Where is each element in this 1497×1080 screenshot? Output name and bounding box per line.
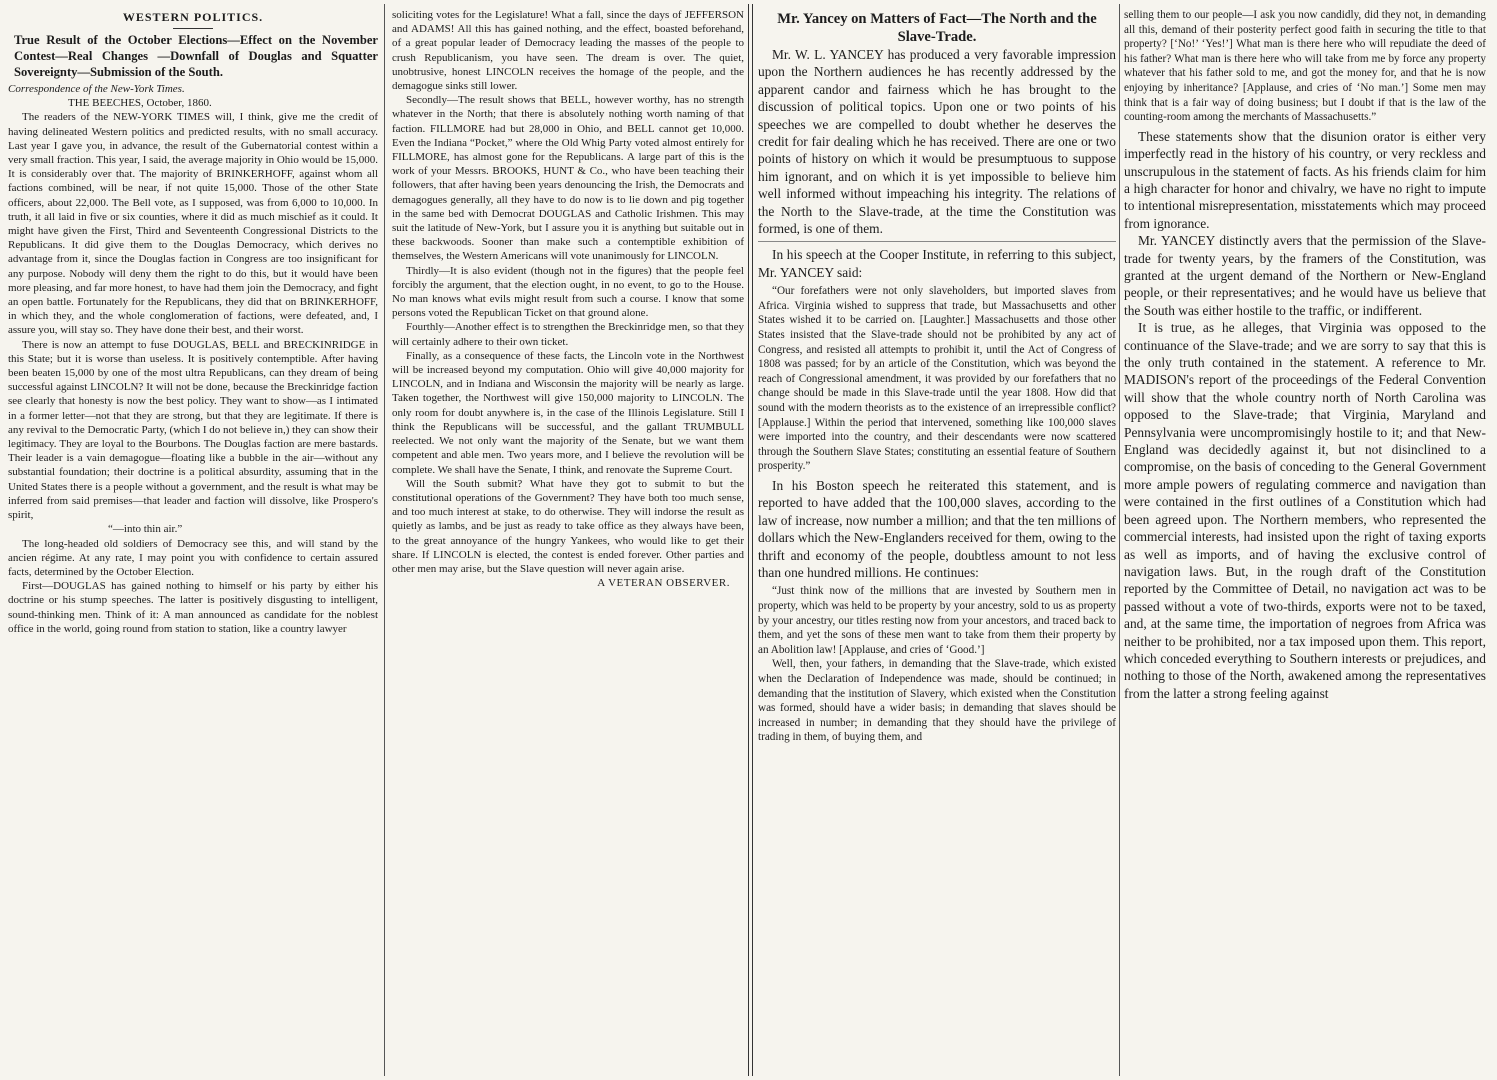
paragraph: There is now an attempt to fuse DOUGLAS, BELL and BRECKINRIDGE in this State; but it is worse than useless. It is positively contemptible. After having been beaten 15,000 by one of the most ultra Republicans, can they dream of being successful against LINCOLN? It will not be done, because the Breckinridge faction see clearly that honesty is now the best policy. They want to show—as I intimated in a former letter—not that they are strong, but that they are legitimate. If there is any revival to the Democratic Party, (which I do not believe in,) they can show their legitimacy. They are loyal to the Bourbons. The Douglas faction are mere bastards. Their leader is a vain demagogue—floating like a bubble in the air—without any substantial foundation; their doctrine is a political absurdity, assuming that in the United States there is a people without a government, and the result is what may be inferred from said premises—that leader and faction will dissolve, like Prospero's spirit,: [8, 338, 378, 522]
signature: A VETERAN OBSERVER.: [597, 577, 730, 590]
column-western-politics-cont: [392, 8, 744, 1076]
paragraph: Mr. YANCEY distinctly avers that the permission of the Slave-trade for twenty years, by the framers of the Constitution, was granted at the urgent demand of the Northern or New-England people, or their representatives; and he would have us believe that the South was either hostile to the traffic, or indifferent.: [1124, 233, 1486, 318]
heading-divider: [173, 28, 213, 29]
column-yancey-article-cont: [1124, 8, 1486, 1076]
correspondence-line: Correspondence of the New-York Times.: [8, 83, 185, 95]
quotation: selling them to our people—I ask you now candidly, did they not, in demanding all this, demand of their posterity perfect good faith in securing the title to that property? [‘No!’ ‘Yes!’] What man is there here who will repudiate the deed of his father? What man is there here who will take from me by force any property whatever that his father sold to me, and got the money for, and that he is now enjoying by inheritance? [Applause, and cries of ‘No man.’] Some men may think that is a fair way of doing business; but I doubt if that is the law of the counting-room among the merchants of Massachusetts.”: [1124, 9, 1486, 124]
paragraph: Thirdly—It is also evident (though not in the figures) that the people feel forcibly the argument, that the election ought, in no event, to go to the House. No man knows what evils might result from such a course. I know that some persons voted the Republican Ticket on that ground alone.: [392, 264, 744, 320]
column-rule: [384, 4, 385, 1076]
column-rule: [1119, 4, 1120, 1076]
paragraph: First—DOUGLAS has gained nothing to himself or his party by either his doctrine or his stump speeches. The latter is positively disgusting to intelligent, sound-thinking men. Think of it: A man announced as candidate for the noblest office in the world, going round from station to station, like a country lawyer: [8, 580, 378, 635]
paragraph: In his speech at the Cooper Institute, in referring to this subject, Mr. YANCEY said:: [758, 247, 1116, 280]
verse-line: “—into thin air.”: [108, 523, 183, 536]
paragraph: These statements show that the disunion orator is either very imperfectly read in the history of his country, or very reckless and unscrupulous in the statement of facts. As his friends claim for him a high character for honor and chivalry, we have no right to impute to intentional misrepresentation, misstatements which may proceed from ignorance.: [1124, 128, 1486, 231]
quotation: “Our forefathers were not only slaveholders, but imported slaves from Africa. Virginia wished to suppress that trade, but Massachusetts and other States wished it to be carried on. [Laughter.] Massachusetts and those other States insisted that the Slave-trade should not be prohibited by any act of Congress, and resisted all attempts to prohibit it, until the Act of Congress of 1808 was passed; for by an article of the Constitution, which was beyond the reach of Congressional amendment, it was provided by our forefathers that no change should be made in this Slave-trade until the year 1808. How did that sound with the modern theorists as to the existence of an irrepressible conflict? [Applause.] Within the period that intervened, something like 100,000 slaves were imported into the country, and their descendants were now scattered through the Southern Slave States; constituting an essential feature of Southern prosperity.”: [758, 285, 1116, 473]
article-heading: Mr. Yancey on Matters of Fact—The North and the Slave-Trade.: [777, 11, 1097, 45]
paragraph: soliciting votes for the Legislature! What a fall, since the days of JEFFERSON and ADAMS! All this has gained nothing, and the effect, boasted beforehand, of a great popular leader of Democracy leading the masses of the people to crush Republicanism, you have seen. The dream is over. The quiet, unobtrusive, honest LINCOLN receives the homage of the people, and the demagogue sinks still lower.: [392, 9, 744, 93]
paragraph: Finally, as a consequence of these facts, the Lincoln vote in the Northwest will be increased beyond my computation. Ohio will give 40,000 majority for LINCOLN, and in Indiana and Wisconsin the majority will be nearly as large. Taken together, the Northwest will give 150,000 majority to LINCOLN. The only room for doubt anywhere is, in the case of the Illinois Legislature. Still I think the Republicans will be successful, and the gallant TRUMBULL reelected. We not only want the majority of the Senate, but we want them competent and able men. Two years more, and I believe the revolution will be complete. We shall have the Senate, I think, and renovate the Supreme Court.: [392, 349, 744, 476]
quotation: Well, then, your fathers, in demanding that the Slave-trade, which existed when the Declaration of Independence was made, should be continued; in demanding that the institution of Slavery, which existed when the Constitution was formed, should have a wider basis; in demanding that slaves should be increased in number; in demanding that they should have the privilege of trading in them, of buying them, and: [758, 658, 1116, 744]
column-western-politics: [8, 8, 378, 1076]
paragraph: In his Boston speech he reiterated this statement, and is reported to have added that the 100,000 slaves, according to the law of increase, now number a million; and that the ten millions of dollars which the New-Englanders received for them, owing to the thrift and economy of the people, doubtless amount to not less than one hundred millions. He continues:: [758, 478, 1116, 581]
column-yancey-article: [758, 8, 1116, 1076]
paragraph: The long-headed old soldiers of Democracy see this, and will stand by the ancien régime. At any rate, I may point you with confidence to certain assured facts, determined by the October Election.: [8, 537, 378, 578]
paragraph: It is true, as he alleges, that Virginia was opposed to the continuance of the Slave-trade; and we are sorry to say that this is the only truth contained in the statement. A reference to Mr. MADISON's report of the proceedings of the Federal Convention will show that the whole country north of North Carolina was opposed to the Slave-trade; that Virginia, Maryland and Pennsylvania were uncompromisingly hostile to it; and that New-England was decidedly against it, but not disinclined to a compromise, on the basis of conceding to the General Government more ample powers of regulating commerce and navigation than were contained in the first outlines of a Constitution which had been agreed upon. The Northern members, who represented the commercial interests, had insisted upon the right of taxing exports as well as imports, and of having the exclusive control of navigation laws. But, in the rough draft of the Constitution reported by the Committee of Detail, no navigation act was to be passed without a vote of two-thirds, exports were not to be taxed, and, at the same time, the importation of negroes from Africa was neither to be prohibited, nor a tax imposed upon them. This report, which conceded everything to Southern interests or prejudices, and nothing to those of the North, awakened among the representatives from the latter a strong feeling against: [1124, 320, 1486, 701]
paragraph: Will the South submit? What have they got to submit to but the constitutional operations of the Government? They have both too much sense, and too much interest at stake, to do otherwise. They will indorse the result as quietly as lambs, and be just as ready to take office as they always have been, to the great annoyance of the hungry Yankees, who would like to get their share. If LINCOLN is elected, the contest is ended forever. Other parties and other men may arise, but the Slave question will never again arise.: [392, 477, 744, 575]
article-subheading: True Result of the October Elections—Effect on the November Contest—Real Changes —Downfall of Douglas and Squatter Sovereignty—Submission of the South.: [14, 33, 378, 79]
paragraph: Secondly—The result shows that BELL, however worthy, has no strength whatever in the North; that there is absolutely nothing worth naming of that faction. FILLMORE had but 28,000 in Ohio, and BELL cannot get 10,000. Even the Indiana “Pocket,” where the Old Whig Party voted almost entirely for FILLMORE, has almost gone for the Republicans. A large part of this is the work of your Messrs. BROOKS, HUNT & Co., who have been teaching their followers, that after having been years denouncing the Irish, the Democrats and demagogues generally, all they have to do now is to lie down and pig together in the same bed with Democrat DOUGLAS and Catholic Irishmen. This may suit the latitude of New-York, but I assure you it is anything but suitable out in these backwoods. Sooner than make such a contemptible exhibition of themselves, the Western Americans will vote unanimously for LINCOLN.: [392, 94, 744, 263]
paragraph: Mr. W. L. YANCEY has produced a very favorable impression upon the Northern audiences he has recently addressed by the apparent candor and fairness which he has brought to the discussion of political topics. Upon one or two points of his speeches we are compelled to doubt whether he deserves the credit for fair dealing which he has received. There are one or two points of history on which it would be presumptuous to suppose him ignorant, and on which it is yet impossible to believe him well informed without impeaching his integrity. The relations of the North to the Slave-trade, at the time the Constitution was formed, is one of them.: [758, 47, 1116, 237]
column-double-rule: [748, 4, 753, 1076]
paragraph: The readers of the NEW-YORK TIMES will, I think, give me the credit of having delineated Western politics and predicted results, with no small accuracy. Last year I gave you, in advance, the result of the Gubernatorial contest within a very small fraction. This year, I said, the average majority in Ohio would be 15,000. It is considerably over that. The majority of BRINKERHOFF, against whom all factions combined, will be near, if not quite 15,000. Those of the other State officers, about 22,000. The Bell vote, as I supposed, was from 6,000 to 10,000. In truth, it all laid in five or six counties, where it did as much mischief as it could. It might have given the First, Third and Seventeenth Congressional Districts to the Republicans. It did give them to the Douglas Democracy, which derives no advantage from it, since the Douglas faction in Congress are too insignificant for any purpose. Nobody will deny them the right to do this, but it would have been more pleasing, and far more honest, to have had them join the Democracy, and fight an open battle. Fortunately for the Republicans, they did that on BRINKERHOFF, in which they, and the whole conglomeration of factions, were defeated, and, I assure you, will stay so. They have done their best, and their worst.: [8, 111, 378, 337]
dateline: THE BEECHES, October, 1860.: [68, 97, 212, 110]
divider: [758, 241, 1116, 242]
paragraph: Fourthly—Another effect is to strengthen the Breckinridge men, so that they will certainly adhere to their own ticket.: [392, 321, 744, 348]
quotation: “Just think now of the millions that are invested by Southern men in property, which was held to be property by your ancestry, sold to us as property by your ancestry, our titles resting now from your ancestors, and traced back to them, and yet the sons of these men want to take from them their property by an Abolition law! [Applause, and cries of ‘Good.’]: [758, 585, 1116, 656]
article-heading: WESTERN POLITICS.: [122, 10, 264, 24]
